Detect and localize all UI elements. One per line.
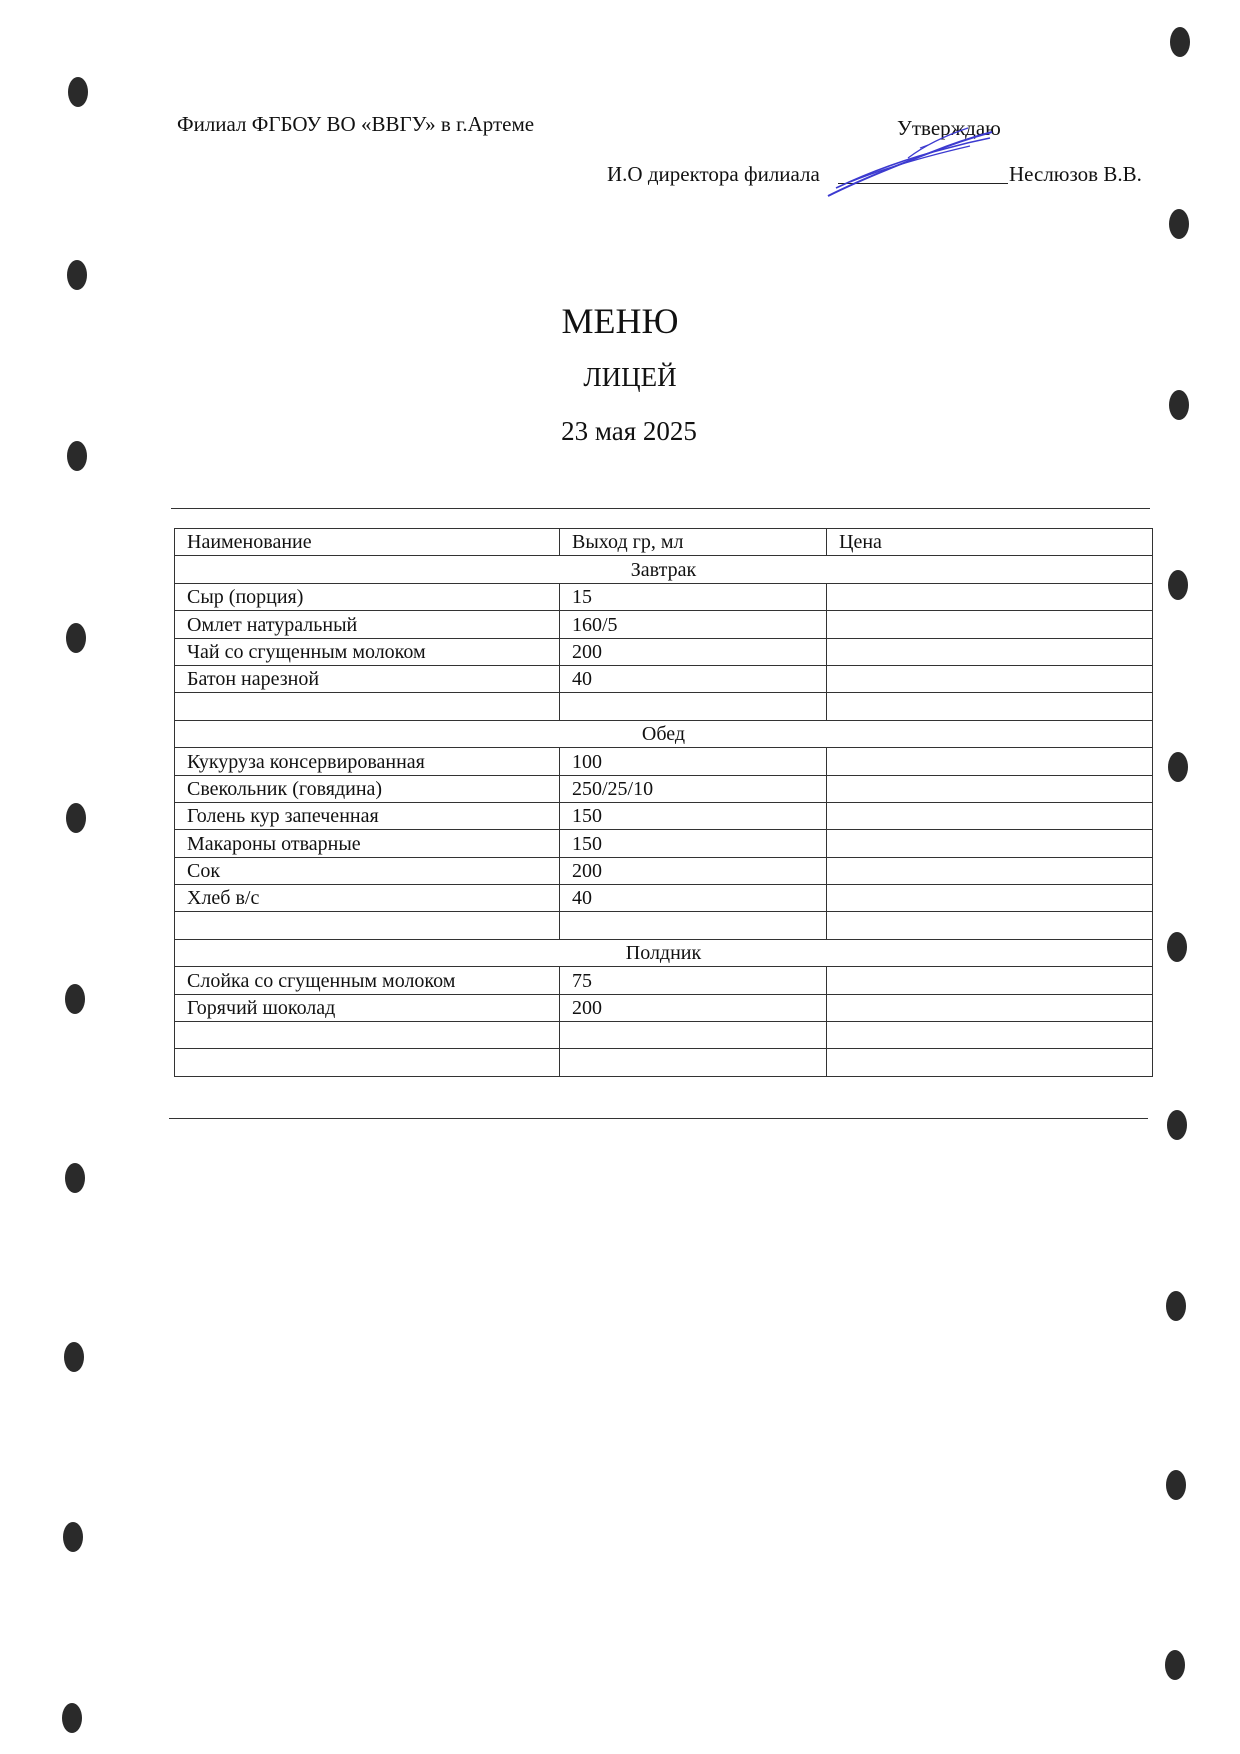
document-subtitle: ЛИЦЕЙ (583, 362, 677, 392)
table-row (175, 802, 1153, 829)
organization-name: Филиал ФГБОУ ВО «ВВГУ» в г.Артеме (177, 112, 535, 136)
punch-hole-right (1165, 1650, 1185, 1680)
section-row (175, 939, 1153, 966)
portion-cell (560, 1049, 827, 1076)
column-header-price: Цена (827, 529, 1153, 556)
dish-name-cell: Омлет натуральный (175, 611, 560, 638)
punch-hole-right (1170, 27, 1190, 57)
dish-name-cell: Голень кур запеченная (175, 802, 560, 829)
table-row (175, 583, 1153, 610)
portion-cell: 160/5 (560, 611, 827, 638)
table-row (175, 967, 1153, 994)
dish-name-cell (175, 1022, 560, 1049)
dish-name-cell (175, 1049, 560, 1076)
dish-name-cell: Макароны отварные (175, 830, 560, 857)
punch-hole-right (1169, 209, 1189, 239)
document-date: 23 мая 2025 (561, 416, 697, 446)
divider-top (171, 508, 1150, 509)
column-header-portion: Выход гр, мл (560, 529, 827, 556)
table-row (175, 665, 1153, 692)
portion-cell: 150 (560, 830, 827, 857)
dish-name-cell: Сыр (порция) (175, 583, 560, 610)
punch-hole-left (64, 1342, 84, 1372)
handwritten-signature (820, 118, 995, 203)
price-cell (827, 611, 1153, 638)
table-row (175, 885, 1153, 912)
table-row (175, 912, 1153, 939)
punch-hole-left (66, 623, 86, 653)
section-row (175, 720, 1153, 747)
dish-name-cell (175, 912, 560, 939)
table-row (175, 693, 1153, 720)
price-cell (827, 885, 1153, 912)
dish-name-cell: Слойка со сгущенным молоком (175, 967, 560, 994)
portion-cell: 40 (560, 885, 827, 912)
portion-cell: 200 (560, 638, 827, 665)
portion-cell (560, 693, 827, 720)
section-title: Полдник (175, 939, 1153, 966)
divider-bottom (169, 1118, 1148, 1119)
punch-hole-right (1166, 1291, 1186, 1321)
punch-hole-left (66, 803, 86, 833)
dish-name-cell: Горячий шоколад (175, 994, 560, 1021)
punch-hole-right (1168, 752, 1188, 782)
price-cell (827, 912, 1153, 939)
menu-table (174, 528, 1153, 1077)
price-cell (827, 967, 1153, 994)
portion-cell: 40 (560, 665, 827, 692)
price-cell (827, 857, 1153, 884)
punch-hole-left (68, 77, 88, 107)
punch-hole-left (65, 984, 85, 1014)
table-row (175, 1022, 1153, 1049)
price-cell (827, 802, 1153, 829)
portion-cell: 250/25/10 (560, 775, 827, 802)
document-title: МЕНЮ (561, 301, 679, 341)
price-cell (827, 1049, 1153, 1076)
section-row (175, 556, 1153, 583)
price-cell (827, 693, 1153, 720)
table-row (175, 994, 1153, 1021)
portion-cell: 100 (560, 748, 827, 775)
punch-hole-right (1167, 932, 1187, 962)
punch-hole-left (63, 1522, 83, 1552)
table-row (175, 830, 1153, 857)
table-row (175, 611, 1153, 638)
table-row (175, 775, 1153, 802)
section-title: Обед (175, 720, 1153, 747)
approval-label: Утверждаю (897, 116, 1001, 140)
price-cell (827, 748, 1153, 775)
portion-cell: 75 (560, 967, 827, 994)
column-header-name: Наименование (175, 529, 560, 556)
punch-hole-left (62, 1703, 82, 1733)
director-name: Неслюзов В.В. (1009, 162, 1142, 186)
table-row (175, 748, 1153, 775)
punch-hole-right (1166, 1470, 1186, 1500)
portion-cell: 150 (560, 802, 827, 829)
price-cell (827, 830, 1153, 857)
director-label: И.О директора филиала (607, 162, 820, 186)
portion-cell (560, 1022, 827, 1049)
section-title: Завтрак (175, 556, 1153, 583)
punch-hole-right (1168, 570, 1188, 600)
dish-name-cell: Чай со сгущенным молоком (175, 638, 560, 665)
dish-name-cell (175, 693, 560, 720)
dish-name-cell: Кукуруза консервированная (175, 748, 560, 775)
dish-name-cell: Хлеб в/с (175, 885, 560, 912)
price-cell (827, 665, 1153, 692)
table-row (175, 638, 1153, 665)
price-cell (827, 583, 1153, 610)
portion-cell (560, 912, 827, 939)
dish-name-cell: Свекольник (говядина) (175, 775, 560, 802)
punch-hole-right (1167, 1110, 1187, 1140)
table-header-row (175, 529, 1153, 556)
dish-name-cell: Батон нарезной (175, 665, 560, 692)
price-cell (827, 994, 1153, 1021)
price-cell (827, 1022, 1153, 1049)
portion-cell: 200 (560, 994, 827, 1021)
price-cell (827, 775, 1153, 802)
punch-hole-left (67, 260, 87, 290)
table-row (175, 857, 1153, 884)
price-cell (827, 638, 1153, 665)
punch-hole-left (65, 1163, 85, 1193)
portion-cell: 200 (560, 857, 827, 884)
dish-name-cell: Сок (175, 857, 560, 884)
table-row (175, 1049, 1153, 1076)
portion-cell: 15 (560, 583, 827, 610)
